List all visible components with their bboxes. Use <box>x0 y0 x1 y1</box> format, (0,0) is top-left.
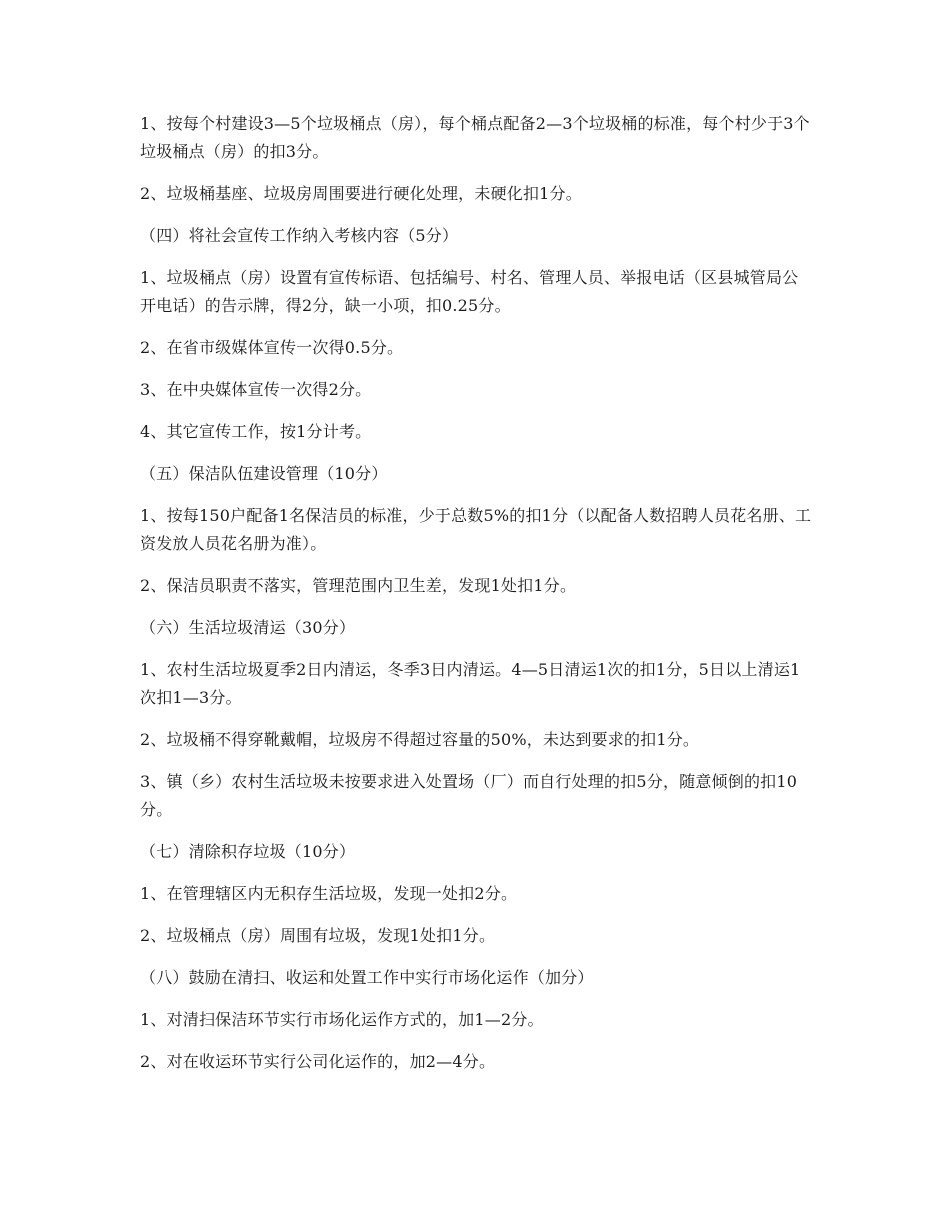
paragraph-item: 1、在管理辖区内无积存生活垃圾，发现一处扣2分。 <box>140 884 518 903</box>
paragraph-item: 2、垃圾桶基座、垃圾房周围要进行硬化处理，未硬化扣1分。 <box>140 184 582 203</box>
paragraph-item: 1、按每个村建设3—5个垃圾桶点（房），每个桶点配备2—3个垃圾桶的标准，每个村少于3个垃圾桶点（房）的扣3分。 <box>140 114 810 161</box>
section-heading: （七）清除积存垃圾（10分） <box>140 842 356 861</box>
paragraph-item: 2、对在收运环节实行公司化运作的，加2—4分。 <box>140 1052 496 1071</box>
section-heading: （六）生活垃圾清运（30分） <box>140 618 356 637</box>
paragraph-item: 1、对清扫保洁环节实行市场化运作方式的，加1—2分。 <box>140 1010 544 1029</box>
paragraph-item: 2、垃圾桶点（房）周围有垃圾，发现1处扣1分。 <box>140 926 496 945</box>
paragraph-item: 1、按每150户配备1名保洁员的标准，少于总数5%的扣1分（以配备人数招聘人员花名册、工资发放人员花名册为准）。 <box>140 506 812 553</box>
paragraph-item: 2、保洁员职责不落实，管理范围内卫生差，发现1处扣1分。 <box>140 576 577 595</box>
paragraph-item: 3、镇（乡）农村生活垃圾未按要求进入处置场（厂）而自行处理的扣5分，随意倾倒的扣10分。 <box>140 772 798 819</box>
section-heading: （五）保洁队伍建设管理（10分） <box>140 464 388 483</box>
document-body <box>140 110 812 1090</box>
paragraph-item: 1、农村生活垃圾夏季2日内清运，冬季3日内清运。4—5日清运1次的扣1分，5日以上清运1次扣1—3分。 <box>140 660 801 707</box>
paragraph-item: 3、在中央媒体宣传一次得2分。 <box>140 380 372 399</box>
section-heading: （四）将社会宣传工作纳入考核内容（5分） <box>140 226 459 245</box>
paragraph-item: 1、垃圾桶点（房）设置有宣传标语、包括编号、村名、管理人员、举报电话（区县城管局公开电话）的告示牌，得2分，缺一小项，扣0.25分。 <box>140 268 799 315</box>
section-heading: （八）鼓励在清扫、收运和处置工作中实行市场化运作（加分） <box>140 968 594 987</box>
paragraph-item: 2、在省市级媒体宣传一次得0.5分。 <box>140 338 404 357</box>
paragraph-item: 4、其它宣传工作，按1分计考。 <box>140 422 372 441</box>
paragraph-item: 2、垃圾桶不得穿靴戴帽，垃圾房不得超过容量的50%，未达到要求的扣1分。 <box>140 730 700 749</box>
